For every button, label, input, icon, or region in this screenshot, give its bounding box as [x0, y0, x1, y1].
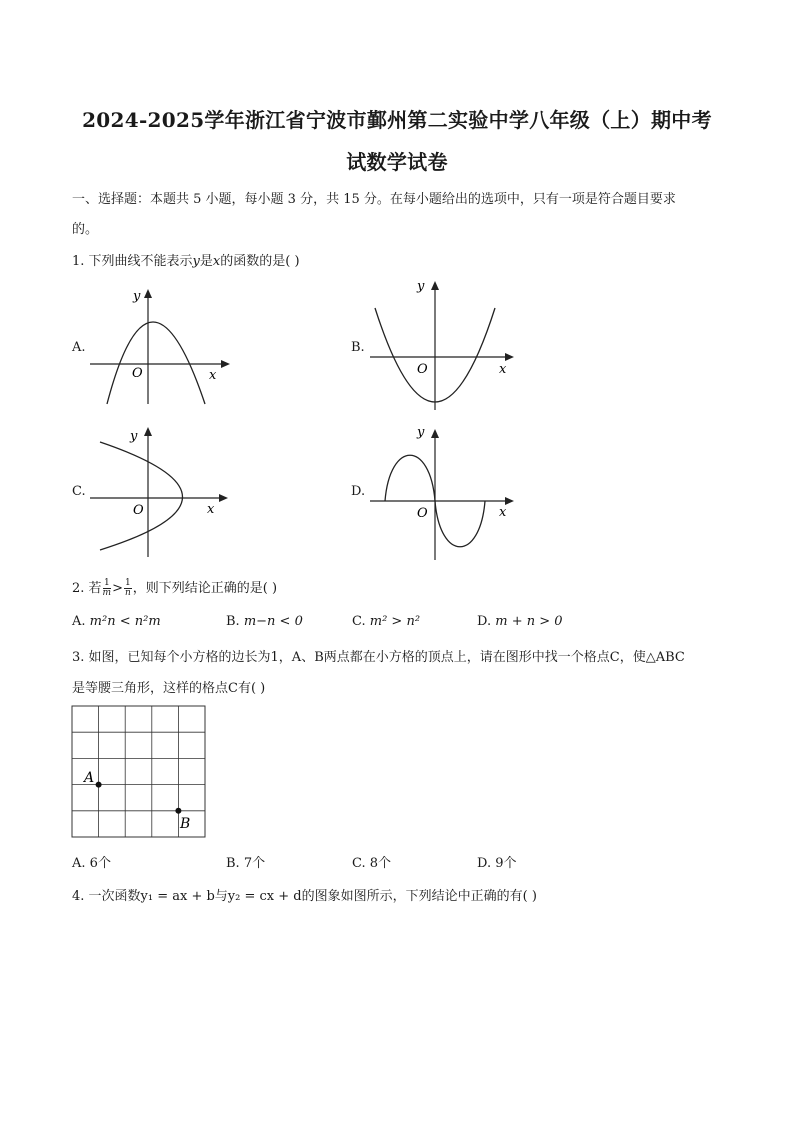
q3-point-b-label: B — [180, 816, 191, 832]
q1-graph-b — [365, 272, 520, 412]
q1-stem-y: y — [192, 254, 200, 269]
q1-graph-c-y-label: y — [130, 429, 138, 444]
q3-stem-line1: 3. 如图，已知每个小方格的边长为1，A、B两点都在小方格的顶点上，请在图形中找一个格点C，使△ABC — [72, 650, 685, 665]
section-intro-line1: 一、选择题：本题共 5 小题，每小题 3 分，共 15 分。在每小题给出的选项中，只有一项是符合题目要求 — [72, 192, 676, 207]
q3-stem-line2: 是等腰三角形，这样的格点C有( ) — [72, 681, 266, 696]
q1-graph-d-label: D. — [351, 484, 366, 499]
q4-stem: 4. 一次函数y₁ = ax + b与y₂ = cx + d的图象如图所示，下列结论中正确的有( ) — [72, 889, 537, 904]
q1-graph-d-y-label: y — [417, 425, 425, 440]
q3-point-a-label: A — [84, 770, 95, 786]
q1-graph-a — [85, 282, 235, 407]
q3-point-a — [96, 782, 102, 788]
q2-prefix: 2. 若 — [72, 581, 102, 596]
q1-graph-b-y-label: y — [417, 279, 425, 294]
q3-grid-figure — [70, 704, 210, 840]
q1-graph-a-label: A. — [72, 340, 86, 355]
q1-graph-c-x-label: x — [207, 502, 215, 517]
q1-graph-d-origin: O — [417, 506, 428, 521]
q2-option-d[interactable]: D. m + n > 0 — [477, 614, 563, 629]
q1-stem — [72, 250, 300, 269]
q2-suffix: ，则下列结论正确的是( ) — [132, 581, 278, 596]
q1-graph-c — [85, 422, 235, 557]
q1-graph-b-label: B. — [351, 340, 365, 355]
q1-graph-a-y-label: y — [133, 289, 141, 304]
q2-fraction-2: $\frac{1}{n}$ — [124, 578, 131, 598]
q1-stem-mid: 是 — [199, 254, 213, 269]
q3-option-d[interactable]: D. 9个 — [477, 856, 517, 871]
q2-fraction-1: $\frac{1}{m}$ — [102, 578, 112, 598]
q2-option-b[interactable]: B. m−n < 0 — [226, 614, 303, 629]
q1-graph-a-x-label: x — [209, 368, 217, 383]
q1-graph-d — [365, 420, 520, 562]
exam-title-line2: 试数学试卷 — [346, 150, 448, 174]
section-intro-line2: 的。 — [72, 222, 99, 237]
q1-graph-d-x-label: x — [499, 505, 507, 520]
q3-option-b[interactable]: B. 7个 — [226, 856, 266, 871]
q1-stem-prefix: 1. 下列曲线不能表示 — [72, 254, 193, 269]
exam-title-line1: 2024-2025学年浙江省宁波市鄞州第二实验中学八年级（上）期中考 — [82, 108, 712, 132]
q2-option-c[interactable]: C. m² > n² — [352, 614, 421, 629]
q2-stem — [72, 577, 277, 598]
q1-stem-suffix: 的函数的是( ) — [220, 254, 300, 269]
q2-option-a[interactable]: A. m²n < n²m — [72, 614, 161, 629]
q3-option-a[interactable]: A. 6个 — [72, 856, 111, 871]
q1-graph-c-origin: O — [133, 503, 144, 518]
q1-graph-b-origin: O — [417, 362, 428, 377]
q3-point-b — [175, 808, 181, 814]
q1-graph-c-label: C. — [72, 484, 86, 499]
q3-option-c[interactable]: C. 8个 — [352, 856, 392, 871]
q1-stem-x: x — [212, 254, 221, 269]
q1-graph-b-x-label: x — [499, 362, 507, 377]
q1-graph-a-origin: O — [132, 366, 143, 381]
q2-gt: > — [112, 581, 123, 596]
